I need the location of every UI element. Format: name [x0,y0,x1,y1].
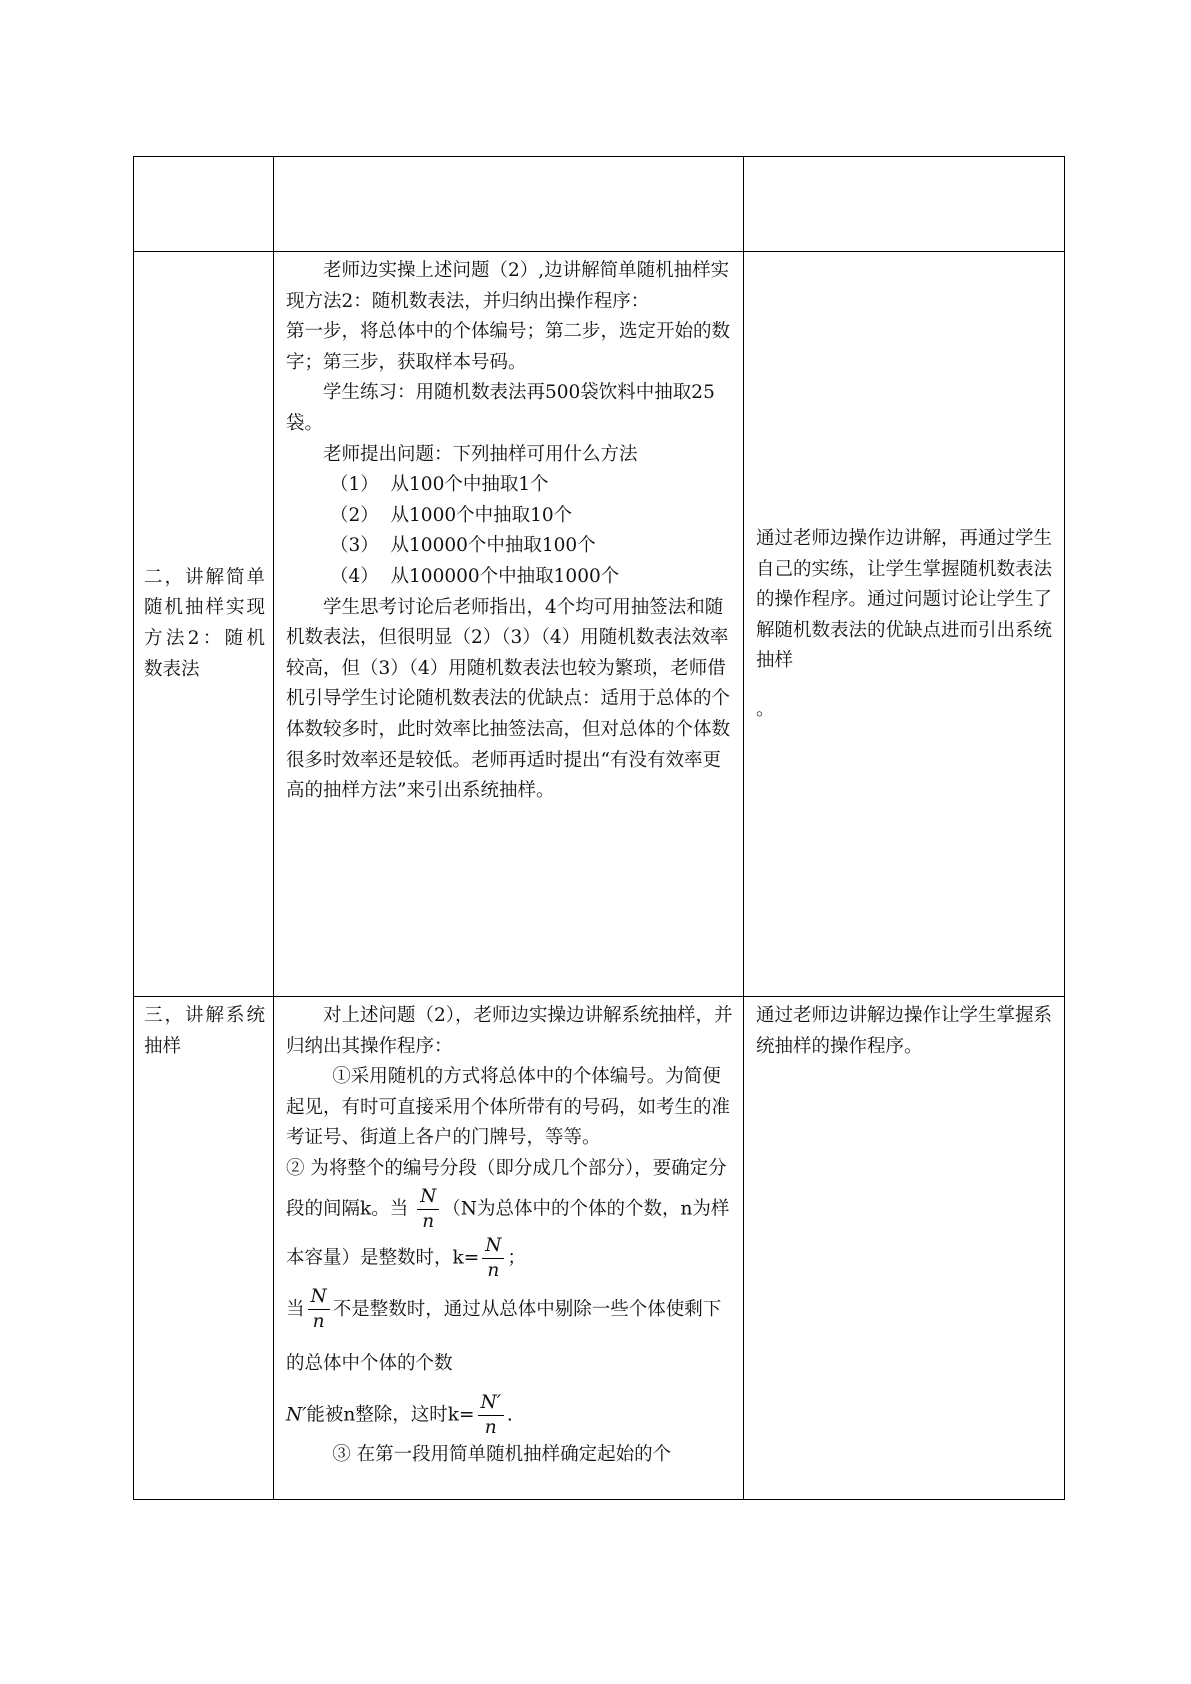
lesson-plan-table [133,156,1065,1500]
paragraph: ② 为将整个的编号分段（即分成几个部分），要确定分段的间隔k。当 [286,1157,727,1220]
paragraph: 学生练习：用随机数表法再500袋饮料中抽取25袋。 [286,382,715,434]
list-item: （3） 从10000个中抽取100个 [330,535,596,557]
teaching-content-cell [274,252,744,997]
table-row [134,252,1065,997]
empty-cell [744,157,1065,252]
paragraph: 老师边实操上述问题（2）,边讲解简单随机抽样实现方法2：随机数表法，并归纳出操作程序： [286,260,730,312]
paragraph: 学生思考讨论后老师指出，4个均可用抽签法和随机数表法，但很明显（2）（3）（4）用随机数表法效率较高，但（3）（4）用随机数表法也较为繁琐，老师借机引导学生讨论随机数表法的优缺点：适用于总体的个体数较多时，此时效率比抽签法高，但对总体的个体数很多时效率还是较低。老师再适时提出“有没有效率更高的抽样方法”来引出系统抽样。 [286,596,731,802]
fraction-N-over-n: $\frac{N}{n}$ [417,1185,439,1234]
paragraph: N′能被n整除，这时k= $\frac{N'}{n}$ . [286,1391,513,1438]
paragraph: 老师提出问题：下列抽样可用什么方法 [323,443,638,465]
table-row [134,997,1065,1500]
n-prime-symbol: N′ [286,1404,307,1426]
list-item: （1） 从100个中抽取1个 [330,474,549,496]
fraction-N-over-n: $\frac{N}{n}$ [482,1234,504,1283]
trailing-mark: 。 [756,698,775,720]
list-item: （2） 从1000个中抽取10个 [330,504,573,526]
table-row [134,157,1065,252]
empty-cell [134,157,274,252]
paragraph: ③ 在第一段用简单随机抽样确定起始的个 [332,1443,672,1465]
stage-title-cell [134,997,274,1500]
paragraph: （N为总体中的个体的个数，n为样本容量）是整数时，k= [286,1198,730,1269]
fraction-Nprime-over-n: $\frac{N'}{n}$ [478,1391,504,1440]
design-intent-text: 通过老师边讲解边操作让学生掌握系统抽样的操作程序。 [756,1005,1053,1057]
punctuation: ； [507,1247,526,1269]
design-intent-cell [744,252,1065,997]
fraction-N-over-n: $\frac{N}{n}$ [308,1285,330,1334]
paragraph: ①采用随机的方式将总体中的个体编号。为简便起见，有时可直接采用个体所带有的号码，如考生的准考证号、街道上各户的门牌号，等等。 [286,1066,731,1149]
teaching-content-cell [274,997,744,1500]
stage-title: 三，讲解系统抽样 [144,1005,265,1057]
empty-cell [274,157,744,252]
design-intent-cell [744,997,1065,1500]
stage-title: 二，讲解简单随机抽样实现方法2：随机数表法 [144,566,265,680]
paragraph: 对上述问题（2），老师边实操边讲解系统抽样，并归纳出其操作程序： [286,1005,733,1057]
list-item: （4） 从100000个中抽取1000个 [330,565,620,587]
formula-line: 当 $\frac{N}{n}$ 不是整数时，通过从总体中剔除一些个体使剩下的总体中个体的个数 [286,1286,722,1374]
paragraph: 第一步，将总体中的个体编号；第二步，选定开始的数字；第三步，获取样本号码。 [286,321,731,373]
design-intent-text: 通过老师边操作边讲解，再通过学生自己的实练，让学生掌握随机数表法的操作程序。通过问题讨论让学生了解随机数表法的优缺点进而引出系统抽样 [756,528,1053,672]
stage-title-cell [134,252,274,997]
